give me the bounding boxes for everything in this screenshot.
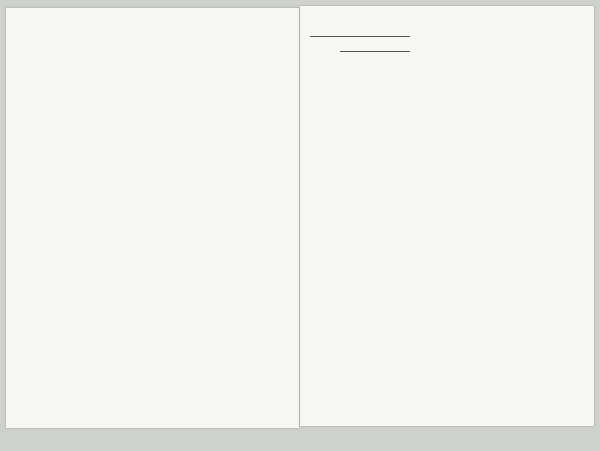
right-page xyxy=(300,6,594,426)
right-page-lines xyxy=(300,6,594,426)
left-page xyxy=(6,8,299,428)
observation-table-grid xyxy=(6,8,299,428)
